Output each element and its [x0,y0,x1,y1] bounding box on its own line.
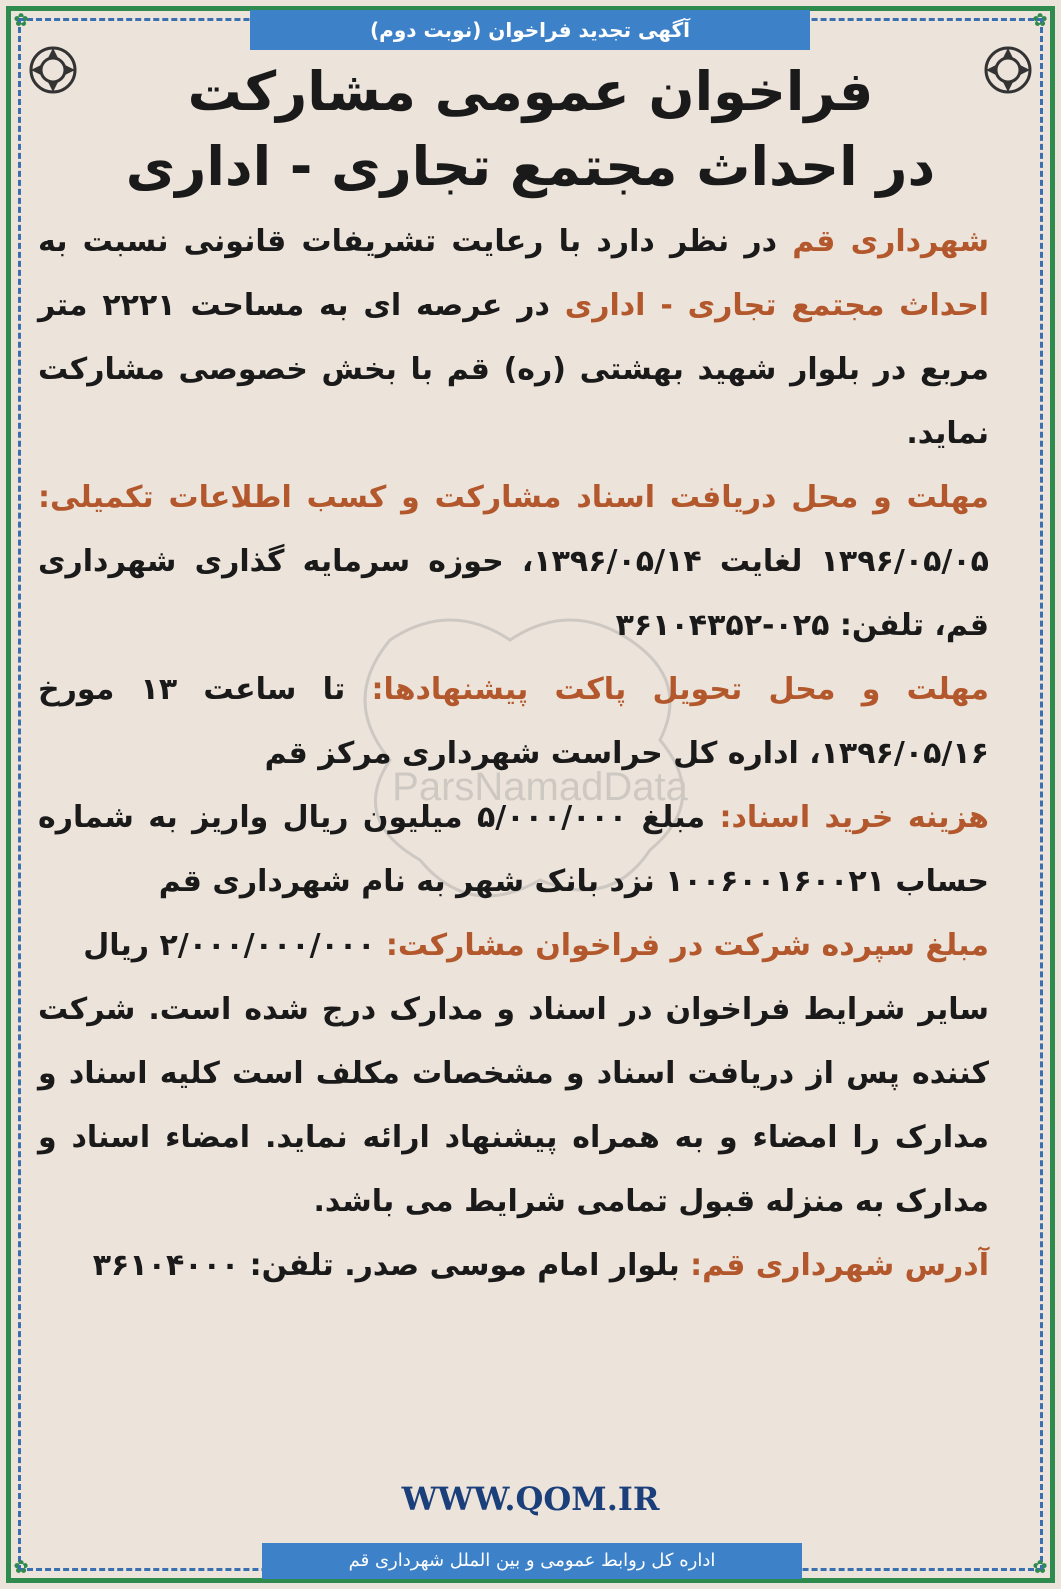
header-banner: آگهی تجدید فراخوان (نوبت دوم) [250,10,810,50]
body-text: سایر شرایط فراخوان در اسناد و مدارک درج شده است. شرکت کننده پس از دریافت اسناد و مشخصات مکلف است کلیه اسناد و مدارک را امضاء و به همراه پیشنهاد ارائه نماید. امضاء اسناد و مدارک به منزله قبول تمامی شرایط می باشد. [38,992,989,1219]
paragraph-submission-deadline [38,658,989,786]
corner-ornament-icon: ✿ [1032,10,1048,31]
paragraph-conditions [38,978,989,1234]
paragraph-address [38,1234,989,1298]
highlight-text: مبلغ سپرده شرکت در فراخوان مشارکت: [385,928,989,963]
announcement-body [38,210,989,1298]
body-text: در عرصه ای به مساحت ۲۲۲۱ متر مربع در بلوار شهید بهشتی (ره) قم با بخش خصوصی مشارکت نماید. [38,288,989,451]
corner-ornament-icon: ✿ [13,10,29,31]
paragraph-deposit [38,914,989,978]
body-text: ۲/۰۰۰/۰۰۰/۰۰۰ ریال [83,928,386,963]
title-line-2: در احداث مجتمع تجاری - اداری [125,135,936,198]
highlight-text: هزینه خرید اسناد: [719,800,989,835]
municipality-logo-icon [973,40,1043,110]
paragraph-documents-deadline [38,466,989,658]
footer-banner: اداره کل روابط عمومی و بین الملل شهرداری قم [262,1543,802,1579]
watermark-text: ParsNamadData [392,765,688,809]
highlight-text: احداث مجتمع تجاری - اداری [564,288,989,323]
body-text: در نظر دارد با رعایت تشریفات قانونی نسبت به [38,224,793,259]
highlight-text: آدرس شهرداری قم: [690,1248,989,1283]
corner-ornament-icon: ✿ [1032,1557,1048,1578]
paragraph-document-cost [38,786,989,914]
body-text: بلوار امام موسی صدر. تلفن: ۳۶۱۰۴۰۰۰ [92,1248,691,1283]
title-line-1: فراخوان عمومی مشارکت [187,60,874,123]
corner-ornament-icon: ✿ [13,1557,29,1578]
website-link[interactable]: WWW.QOM.IR [401,1480,660,1518]
highlight-text: شهرداری قم [792,224,989,259]
body-text: تا ساعت ۱۳ مورخ ۱۳۹۶/۰۵/۱۶، اداره کل حراست شهرداری مرکز قم [38,672,989,771]
paragraph-intro [38,210,989,466]
municipality-logo-icon [18,40,88,110]
highlight-text: مهلت و محل تحویل پاکت پیشنهادها: [371,672,989,707]
body-text: مبلغ ۵/۰۰۰/۰۰۰ میلیون ریال واریز به شماره حساب ۱۰۰۶۰۰۱۶۰۰۲۱ نزد بانک شهر به نام شهرداری قم [38,800,989,899]
highlight-text: مهلت و محل دریافت اسناد مشارکت و کسب اطلاعات تکمیلی: [38,480,989,515]
body-text: ۱۳۹۶/۰۵/۰۵ لغایت ۱۳۹۶/۰۵/۱۴، حوزه سرمایه گذاری شهرداری قم، تلفن: ۰۲۵-۳۶۱۰۴۳۵۲ [38,544,989,643]
